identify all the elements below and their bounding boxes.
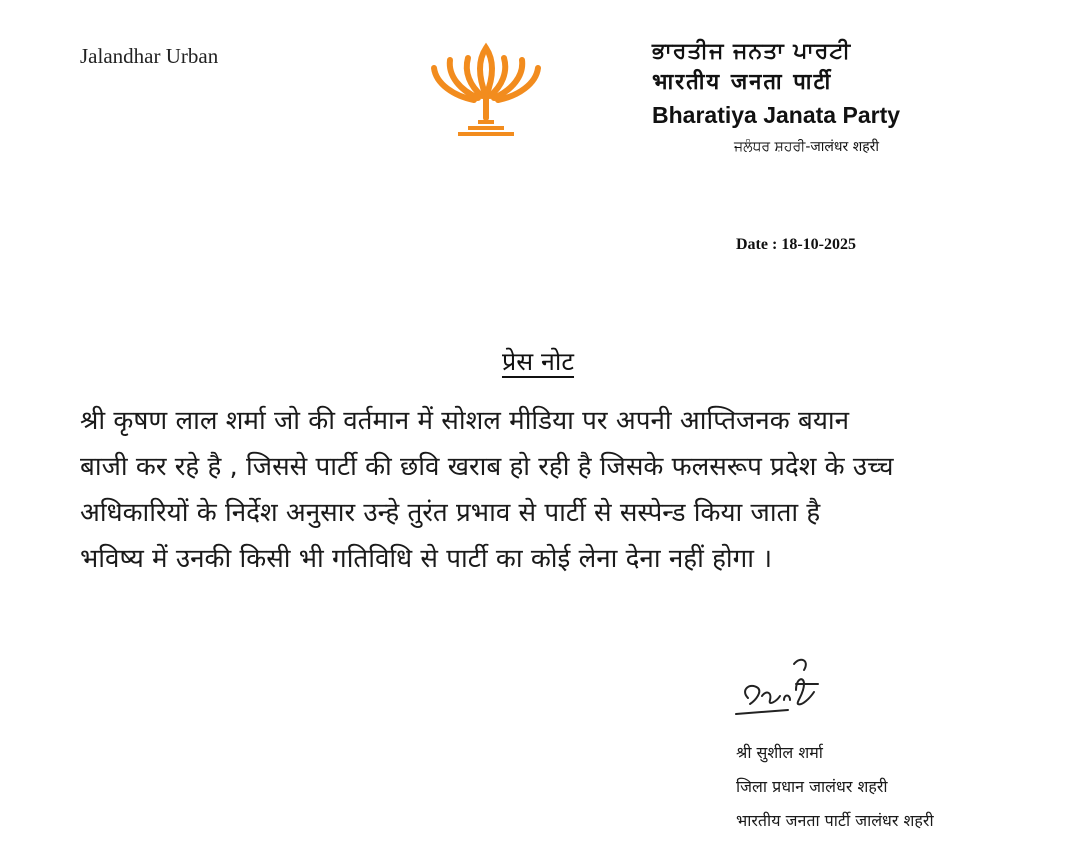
signatory-block <box>736 736 934 838</box>
signatory-name: श्री सुशील शर्मा <box>736 743 823 762</box>
signatory-designation: जिला प्रधान जालंधर शहरी <box>736 777 888 796</box>
party-name-punjabi: ਭਾਰਤੀਜ ਜਨਤਾ ਪਾਰਟੀ <box>652 39 852 64</box>
body-line: श्री कृषण लाल शर्मा जो की वर्तमान में सोशल मीडिया पर अपनी आप्तिजनक बयान <box>80 406 850 436</box>
press-note-heading <box>0 344 1076 378</box>
party-name-hindi: भारतीय जनता पार्टी <box>652 70 833 95</box>
press-note-body <box>80 398 980 582</box>
signatory-organization: भारतीय जनता पार्टी जालंधर शहरी <box>736 811 934 830</box>
body-line: भविष्य में उनकी किसी भी गतिविधि से पार्टी का कोई लेना देना नहीं होगा । <box>80 544 773 574</box>
party-header <box>652 38 982 158</box>
date-label: Date : 18-10-2025 <box>736 236 856 253</box>
unit-label: ਜਲੰਧਰ ਸ਼ਹਰੀ-जालंधर शहरी <box>734 139 880 155</box>
body-line: अधिकारियों के निर्देश अनुसार उन्हे तुरंत प्रभाव से पार्टी से सस्पेन्ड किया जाता है <box>80 498 821 528</box>
press-note-title: प्रेस नोट <box>501 347 575 376</box>
party-name-english: Bharatiya Janata Party <box>652 102 901 128</box>
lotus-icon <box>428 38 544 138</box>
city-label: Jalandhar Urban <box>80 44 219 68</box>
handwritten-signature <box>700 650 840 730</box>
body-line: बाजी कर रहे है , जिससे पार्टी की छवि खराब हो रही है जिसके फलसरूप प्रदेश के उच्च <box>80 452 894 482</box>
